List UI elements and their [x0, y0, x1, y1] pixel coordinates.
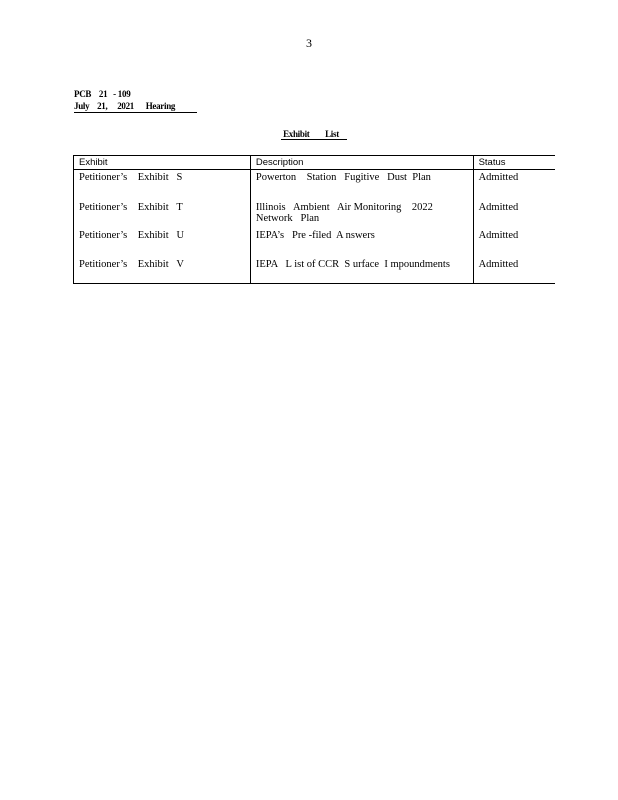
exhibit-cell: Petitioner’s Exhibit T: [74, 198, 251, 228]
exhibit-cell: Petitioner’s Exhibit U: [74, 228, 251, 256]
case-number: PCB 21 - 109: [74, 89, 131, 99]
description-cell: IEPA’s Pre -filed A nswers: [250, 228, 473, 256]
table-row: [74, 170, 556, 199]
exhibit-list-title: [0, 129, 618, 139]
table-header-row: [74, 156, 556, 170]
hearing-date: July 21, 2021 Hearing: [74, 100, 197, 113]
exhibit-table: [73, 155, 555, 284]
status-cell: Admitted: [473, 228, 555, 256]
column-header-status: Status: [473, 156, 555, 170]
exhibit-cell: Petitioner’s Exhibit V: [74, 256, 251, 284]
exhibit-list-title-text: Exhibit List: [281, 129, 347, 140]
status-cell: Admitted: [473, 170, 555, 199]
description-cell: Illinois Ambient Air Monitoring 2022 Network Plan: [250, 198, 473, 228]
table-row: [74, 256, 556, 284]
case-header: [74, 88, 197, 113]
table-row: [74, 228, 556, 256]
column-header-exhibit: Exhibit: [74, 156, 251, 170]
exhibit-cell: Petitioner’s Exhibit S: [74, 170, 251, 199]
page-number: 3: [306, 36, 312, 50]
description-cell: IEPA L ist of CCR S urface I mpoundments: [250, 256, 473, 284]
status-cell: Admitted: [473, 256, 555, 284]
description-cell: Powerton Station Fugitive Dust Plan: [250, 170, 473, 199]
table-row: [74, 198, 556, 228]
status-cell: Admitted: [473, 198, 555, 228]
column-header-description: Description: [250, 156, 473, 170]
